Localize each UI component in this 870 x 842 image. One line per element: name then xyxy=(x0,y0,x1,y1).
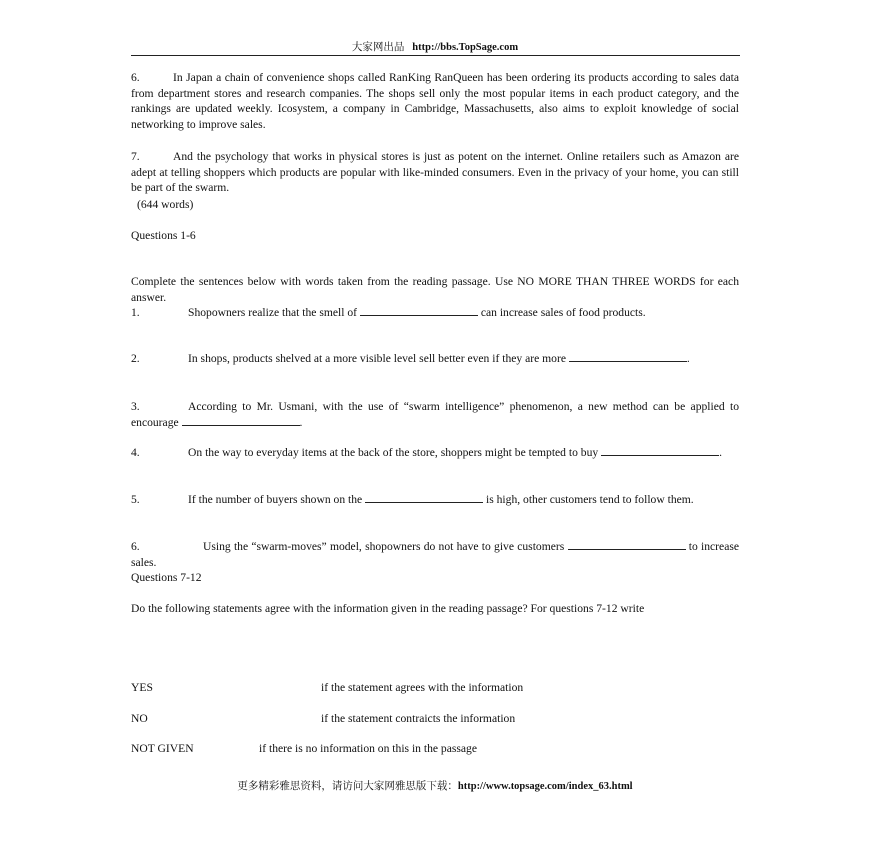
option-term: NO xyxy=(131,712,148,725)
option-yes xyxy=(131,680,739,696)
paragraph-number: 7. xyxy=(131,150,140,163)
question-text: . xyxy=(686,352,690,365)
question-item xyxy=(131,492,739,508)
question-text: On the way to everyday items at the back of the store, shoppers might be tempted to buy xyxy=(188,446,602,459)
question-text: to increase sales. xyxy=(131,540,739,569)
questions-1-6-instructions: Complete the sentences below with words taken from the reading passage. Use NO MORE THAN THREE WORDS for each answer. xyxy=(131,275,739,304)
passage-paragraph-7 xyxy=(131,149,739,196)
question-item xyxy=(131,539,739,570)
paragraph-text: And the psychology that works in physical stores is just as potent on the internet. Online retailers such as Amazon are adept at telling shoppers which products are popular with like-minded consumers. Even in the privacy of your home, you can still be part of the swarm. xyxy=(131,150,739,195)
answer-blank[interactable] xyxy=(182,415,300,426)
answer-blank[interactable] xyxy=(601,445,719,456)
question-number: 6. xyxy=(131,540,140,553)
question-item xyxy=(131,445,739,461)
option-term: YES xyxy=(131,681,153,694)
question-text: Using the “swarm-moves” model, shopowners do not have to give customers xyxy=(203,540,568,553)
answer-blank[interactable] xyxy=(569,351,687,362)
header-link[interactable]: http://bbs.TopSage.com xyxy=(412,42,519,53)
question-text: If the number of buyers shown on the xyxy=(188,493,366,506)
option-description: if there is no information on this in the passage xyxy=(259,742,477,755)
question-text: can increase sales of food products. xyxy=(477,306,646,319)
questions-1-6-title: Questions 1-6 xyxy=(131,229,196,242)
word-count: (644 words) xyxy=(137,198,194,211)
footer-link[interactable]: http://www.topsage.com/index_63.html xyxy=(457,781,633,792)
header-cn: 大家网出品 xyxy=(351,42,405,53)
answer-blank[interactable] xyxy=(360,305,478,316)
option-description: if the statement agrees with the information xyxy=(321,681,524,694)
paragraph-text: In Japan a chain of convenience shops called RanKing RanQueen has been ordering its products according to sales data from department stores and research companies. The shops sell only the most popular items in each product category, and the rankings are updated weekly. Icosystem, a company in Cambridge, Massachusetts, also aims to exploit knowledge of social networking to improve sales. xyxy=(131,71,739,132)
footer-cn: 更多精彩雅思资料，请访问大家网雅思版下载： xyxy=(237,781,458,792)
page-header xyxy=(0,40,870,56)
question-number: 4. xyxy=(131,446,140,459)
option-no xyxy=(131,711,739,727)
questions-7-12-title: Questions 7-12 xyxy=(131,571,202,584)
question-text: In shops, products shelved at a more visible level sell better even if they are more xyxy=(188,352,569,365)
questions-7-12-instructions: Do the following statements agree with the information given in the reading passage? For questions 7-12 write xyxy=(131,602,645,615)
question-text: is high, other customers tend to follow them. xyxy=(483,493,694,506)
option-not-given xyxy=(131,741,739,757)
question-item xyxy=(131,351,739,367)
option-term: NOT GIVEN xyxy=(131,742,194,755)
passage-paragraph-6 xyxy=(131,70,739,133)
answer-blank[interactable] xyxy=(568,539,686,550)
page-footer xyxy=(0,779,870,795)
question-text: . xyxy=(719,446,722,459)
question-item xyxy=(131,305,739,321)
question-number: 3. xyxy=(131,400,140,413)
paragraph-number: 6. xyxy=(131,71,140,84)
question-text: According to Mr. Usmani, with the use of “swarm intelligence” phenomenon, a new method can be applied to encourage xyxy=(131,400,739,429)
question-number: 5. xyxy=(131,493,140,506)
question-number: 2. xyxy=(131,352,140,365)
question-item xyxy=(131,399,739,430)
question-text: Shopowners realize that the smell of xyxy=(188,306,360,319)
option-description: if the statement contraicts the information xyxy=(321,712,516,725)
answer-blank[interactable] xyxy=(365,492,483,503)
question-text: . xyxy=(299,415,303,429)
question-number: 1. xyxy=(131,306,140,319)
header-rule xyxy=(131,55,740,56)
